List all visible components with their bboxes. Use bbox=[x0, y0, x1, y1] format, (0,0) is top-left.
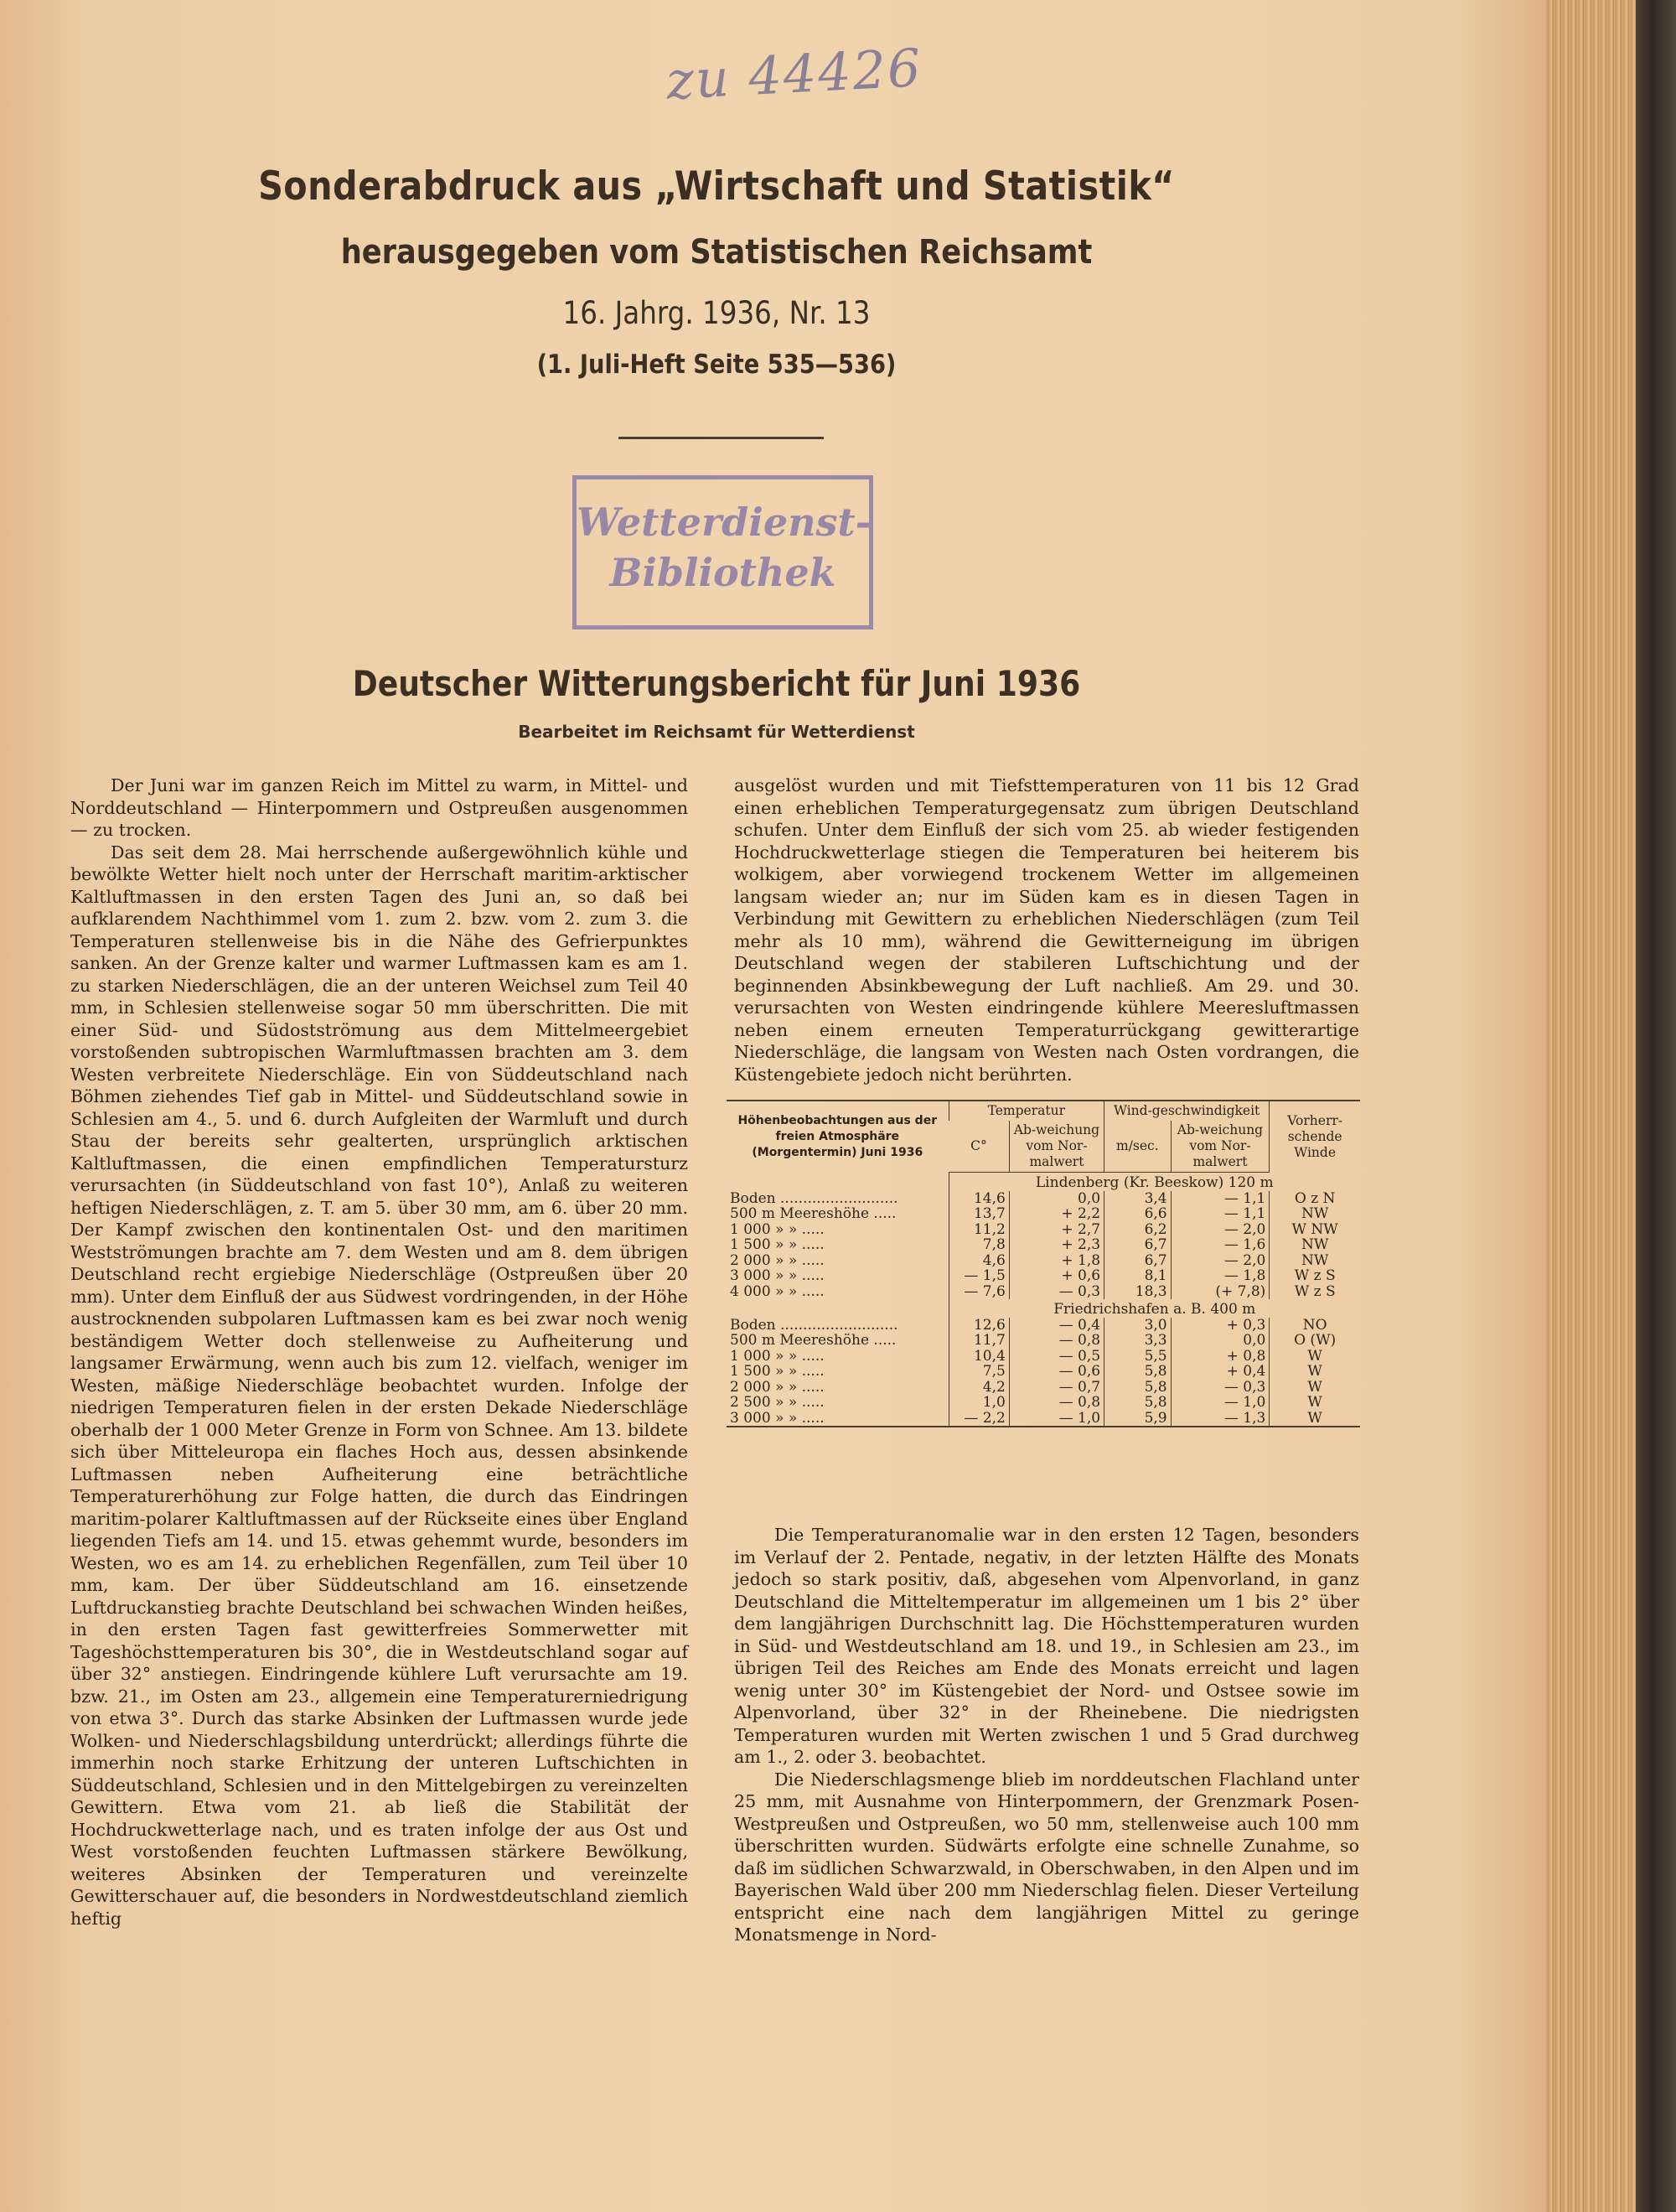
level: 1 000 » » ..... bbox=[730, 1347, 825, 1365]
table-row bbox=[727, 1411, 1360, 1427]
table-row bbox=[727, 1284, 1360, 1300]
wind-dir: W z S bbox=[1270, 1268, 1360, 1284]
temp: 13,7 bbox=[949, 1206, 1009, 1222]
table-row bbox=[727, 1268, 1360, 1284]
reprint-header bbox=[0, 163, 1433, 380]
paragraph: Der Juni war im ganzen Reich im Mittel zu warm, in Mittel- und Norddeutschland — Hinterpommern und Ostpreußen ausgenommen — zu trocken. bbox=[70, 775, 688, 840]
header-wind-speed: Wind-geschwindigkeit bbox=[1104, 1101, 1270, 1121]
temp: 7,8 bbox=[949, 1237, 1009, 1253]
right-column-top bbox=[734, 774, 1359, 1085]
wind-speed: 5,8 bbox=[1104, 1380, 1172, 1396]
temp: 4,2 bbox=[949, 1380, 1009, 1396]
wind-dev: + 0,4 bbox=[1171, 1364, 1270, 1380]
temp-dev: — 1,0 bbox=[1009, 1411, 1104, 1427]
wind-speed: 6,6 bbox=[1104, 1206, 1172, 1222]
wind-dev: — 1,0 bbox=[1171, 1395, 1270, 1411]
header-celsius: C° bbox=[949, 1121, 1009, 1173]
temp: 1,0 bbox=[949, 1395, 1009, 1411]
wind-speed: 3,4 bbox=[1104, 1191, 1172, 1207]
level: 2 500 » » ..... bbox=[730, 1394, 825, 1411]
header-divider bbox=[618, 437, 824, 439]
temp: 14,6 bbox=[949, 1191, 1009, 1207]
wind-dir: NO bbox=[1270, 1318, 1360, 1334]
wind-dev: — 1,1 bbox=[1171, 1191, 1270, 1207]
wind-dir: W bbox=[1270, 1349, 1360, 1365]
wind-speed: 5,8 bbox=[1104, 1395, 1172, 1411]
station-lindenberg bbox=[727, 1173, 1360, 1300]
header-temp-deviation: Ab-weichung vom Nor-malwert bbox=[1009, 1121, 1104, 1173]
wind-dir: W bbox=[1270, 1364, 1360, 1380]
table-row bbox=[727, 1349, 1360, 1365]
wind-dev: — 0,3 bbox=[1171, 1380, 1270, 1396]
left-column bbox=[70, 774, 688, 1930]
station-name: Lindenberg (Kr. Beeskow) 120 m bbox=[949, 1173, 1360, 1191]
temp-dev: + 2,7 bbox=[1009, 1222, 1104, 1238]
level: 3 000 » » ..... bbox=[727, 1411, 949, 1427]
temp-dev: — 0,4 bbox=[1009, 1318, 1104, 1334]
temp: 4,6 bbox=[949, 1253, 1009, 1269]
wind-speed: 5,5 bbox=[1104, 1349, 1172, 1365]
wind-dir: W bbox=[1270, 1411, 1360, 1427]
table-row bbox=[727, 1191, 1360, 1207]
paragraph: Das seit dem 28. Mai herrschende außergewöhnlich kühle und bewölkte Wetter hielt noch unter der Herrschaft maritim-arktischer Kaltluftmassen in den ersten Tagen des Juni an, so daß bei aufklarendem Nachthimmel vom 1. zum 2. bzw. vom 2. zum 3. die Temperaturen stellenweise bis in die Nähe des Gefrierpunktes sanken. An der Grenze kalter und warmer Luftmassen kam es am 1. zu starken Niederschlägen, die an der unteren Weichsel zum Teil 40 mm, in Schlesien stellenweise sogar 50 mm überschritten. Die mit einer Süd- und Südostströmung aus dem Mittelmeergebiet vorstoßenden subtropischen Warmluftmassen brachten am 3. dem Westen verbreitete Niederschläge. Ein von Süddeutschland nach Böhmen ziehendes Tief gab in Mittel- und Süddeutschland sowie in Schlesien am 4., 5. und 6. durch Aufgleiten der Warmluft und durch Stau der bereits sehr gealterten, ursprünglich arktischen Kaltluftmassen, die einen empfindlichen Temperatursturz verursachten (in Süddeutschland von fast 10°), Anlaß zu weiteren heftigen Niederschlägen, z. T. am 5. über 30 mm, am 6. über 20 mm. Der Kampf zwischen den kontinentalen Ost- und den maritimen Westströmungen brachte am 7. dem Westen und am 8. dem übrigen Deutschland recht ergiebige Niederschläge (Ostpreußen über 20 mm). Unter dem Einfluß der aus Südwest vordringenden, in der Höhe austrocknenden subpolaren Luftmassen kam es bei zwar noch wenig beständigem Wetter doch stellenweise zu Aufheiterung und langsamer Erwärmung, wenn auch bis zum 12. vielfach, weniger im Westen, mäßige Niederschläge beobachtet wurden. Infolge der niedrigen Temperaturen fielen in der ersten Dekade Niederschläge oberhalb der 1 000 Meter Grenze in Form von Schnee. Am 13. bildete sich über Mitteleuropa ein flaches Hoch aus, dessen absinkende Luftmassen neben Aufheiterung eine beträchtliche Temperaturerhöhung zur Folge hatten, die durch das Eindringen maritim-polarer Kaltluftmassen auf der Rückseite eines über England liegenden Tiefs am 14. und 15. etwas gehemmt wurde, besonders im Westen, wo es am 14. zu erheblichen Regenfällen, zum Teil über 10 mm, kam. Der über Süddeutschland am 16. einsetzende Luftdruckanstieg brachte Deutschland bei schwachen Winden heißes, in den ersten Tagen fast gewitterfreies Sommerwetter mit Tageshöchsttemperaturen bis 30°, die in Westdeutschland sogar auf über 32° anstiegen. Eindringende kühlere Luft verursachte am 19. bzw. 21., im Osten am 23., allgemein eine Temperaturerniedrigung von etwa 3°. Durch das starke Absinken der Luftmassen wurde jede Wolken- und Niederschlagsbildung unterdrückt; allerdings führte die immerhin noch starke Erhitzung der unteren Luftschichten in Süddeutschland, Schlesien und in den Mittelgebirgen zu vereinzelten Gewittern. Etwa vom 21. ab ließ die Stabilität der Hochdruckwetterlage nach, und es traten infolge der aus Ost und West vorstoßenden feuchten Luftmassen stärkere Bewölkung, weiteres Absinken der Temperaturen und vereinzelte Gewitterschauer auf, die besonders in Nordwestdeutschland ziemlich heftig bbox=[70, 842, 688, 1929]
wind-dev: — 1,6 bbox=[1171, 1237, 1270, 1253]
wind-speed: 5,9 bbox=[1104, 1411, 1172, 1427]
temp-dev: + 0,6 bbox=[1009, 1268, 1104, 1284]
wind-dir: O (W) bbox=[1270, 1333, 1360, 1349]
handwritten-note: zu 44426 bbox=[665, 37, 924, 111]
wind-speed: 5,8 bbox=[1104, 1364, 1172, 1380]
table-row bbox=[727, 1222, 1360, 1238]
temp-dev: — 0,6 bbox=[1009, 1364, 1104, 1380]
wind-dev: — 2,0 bbox=[1171, 1253, 1270, 1269]
temp: 10,4 bbox=[949, 1349, 1009, 1365]
wind-dev: — 1,8 bbox=[1171, 1268, 1270, 1284]
wind-speed: 8,1 bbox=[1104, 1268, 1172, 1284]
article-title: Deutscher Witterungsbericht für Juni 1936 bbox=[352, 663, 1081, 704]
level: 2 000 » » ..... bbox=[730, 1378, 825, 1396]
wind-dev: — 1,1 bbox=[1171, 1206, 1270, 1222]
wind-speed: 3,3 bbox=[1104, 1333, 1172, 1349]
wind-dir: O z N bbox=[1270, 1191, 1360, 1207]
table-row bbox=[727, 1333, 1360, 1349]
paragraph-continued: ausgelöst wurden und mit Tiefsttemperaturen von 11 bis 12 Grad einen erheblichen Temperaturgegensatz zum übrigen Deutschland schufen. Unter dem Einfluß der sich vom 25. ab wieder festigenden Hochdruckwetterlage stiegen die Temperaturen bei heiterem bis wolkigem, aber vorwiegend trockenem Wetter im allgemeinen langsam wieder an; nur im Süden kam es in diesen Tagen in Verbindung mit Gewittern zu erheblichen Niederschlägen (zum Teil mehr als 10 mm), während die Gewitterneigung im übrigen Deutschland wegen der stabileren Luftschichtung und der beginnenden Absinkbewegung der Luft nachließ. Am 29. und 30. verursachten von Westen eindringende kühlere Meeresluftmassen neben einem erneuten Temperaturrückgang gewitterartige Niederschläge, die langsam von Westen nach Osten vordrangen, die Küstengebiete jedoch nicht berührten. bbox=[734, 775, 1359, 1085]
level: 500 m Meereshöhe ..... bbox=[730, 1205, 897, 1222]
temp-dev: — 0,8 bbox=[1009, 1395, 1104, 1411]
header-temperature: Temperatur bbox=[949, 1101, 1104, 1121]
stamp-line-2: Bibliothek bbox=[609, 550, 836, 595]
temp: — 2,2 bbox=[949, 1411, 1009, 1427]
table-row bbox=[727, 1364, 1360, 1380]
paragraph: Die Niederschlagsmenge blieb im norddeutschen Flachland unter 25 mm, mit Ausnahme von Hinterpommern, der Grenzmark Posen-Westpreußen und Ostpreußen, wo 50 mm, stellenweise auch 100 mm überschritten wurden. Südwärts erfolgte eine schnelle Zunahme, so daß im südlichen Schwarzwald, in Oberschwaben, in den Alpen und im Bayerischen Wald über 200 mm Niederschlag fielen. Dieser Verteilung entspricht eine nach dem langjährigen Mittel zu geringe Monatsmenge in Nord- bbox=[734, 1769, 1359, 1945]
temp: 12,6 bbox=[949, 1318, 1009, 1334]
header-prevailing-winds: Vorherr-schende Winde bbox=[1270, 1101, 1360, 1173]
temp-dev: + 2,3 bbox=[1009, 1237, 1104, 1253]
stamp-line-1: Wetterdienst- bbox=[577, 500, 872, 545]
wind-dev: 0,0 bbox=[1171, 1333, 1270, 1349]
library-stamp bbox=[572, 475, 873, 629]
table-row bbox=[727, 1318, 1360, 1334]
wind-dir: W NW bbox=[1270, 1222, 1360, 1238]
table-row bbox=[727, 1380, 1360, 1396]
wind-speed: 3,0 bbox=[1104, 1318, 1172, 1334]
station-friedrichshafen bbox=[727, 1299, 1360, 1427]
table-row bbox=[727, 1237, 1360, 1253]
wind-dev: + 0,3 bbox=[1171, 1318, 1270, 1334]
table-row bbox=[727, 1395, 1360, 1411]
temp-dev: — 0,3 bbox=[1009, 1284, 1104, 1300]
station-name: Friedrichshafen a. B. 400 m bbox=[949, 1299, 1360, 1318]
wind-dir: W bbox=[1270, 1380, 1360, 1396]
wind-dev: (+ 7,8) bbox=[1171, 1284, 1270, 1300]
article-subtitle: Bearbeitet im Reichsamt für Wetterdienst bbox=[518, 722, 915, 742]
temp-dev: — 0,7 bbox=[1009, 1380, 1104, 1396]
level: Boden .......................... bbox=[730, 1189, 898, 1207]
temp: 11,7 bbox=[949, 1333, 1009, 1349]
wind-dev: + 0,8 bbox=[1171, 1349, 1270, 1365]
level: 500 m Meereshöhe ..... bbox=[730, 1332, 897, 1349]
wind-dir: NW bbox=[1270, 1237, 1360, 1253]
temp: 11,2 bbox=[949, 1222, 1009, 1238]
wind-speed: 18,3 bbox=[1104, 1284, 1172, 1300]
temp-dev: 0,0 bbox=[1009, 1191, 1104, 1207]
header-ms: m/sec. bbox=[1104, 1121, 1172, 1173]
wind-dev: — 1,3 bbox=[1171, 1411, 1270, 1427]
header-line-1: Sonderabdruck aus „Wirtschaft und Statistik“ bbox=[258, 163, 1175, 210]
wind-dir: NW bbox=[1270, 1253, 1360, 1269]
temp: 7,5 bbox=[949, 1364, 1009, 1380]
header-line-3: 16. Jahrg. 1936, Nr. 13 bbox=[562, 295, 871, 331]
temp: — 7,6 bbox=[949, 1284, 1009, 1300]
wind-speed: 6,2 bbox=[1104, 1222, 1172, 1238]
header-observations: Höhenbeobachtungen aus der freien Atmosphäre (Morgentermin) Juni 1936 bbox=[727, 1101, 949, 1173]
wind-dir: W bbox=[1270, 1395, 1360, 1411]
table-row bbox=[727, 1206, 1360, 1222]
upper-air-table bbox=[727, 1100, 1360, 1521]
temp-dev: — 0,8 bbox=[1009, 1333, 1104, 1349]
level: 4 000 » » ..... bbox=[730, 1282, 825, 1300]
table-row bbox=[727, 1253, 1360, 1269]
temp-dev: + 2,2 bbox=[1009, 1206, 1104, 1222]
right-column-bottom bbox=[734, 1524, 1359, 1946]
header-line-4: (1. Juli-Heft Seite 535—536) bbox=[536, 350, 897, 380]
wind-dir: NW bbox=[1270, 1206, 1360, 1222]
wind-speed: 6,7 bbox=[1104, 1237, 1172, 1253]
wind-speed: 6,7 bbox=[1104, 1253, 1172, 1269]
wind-dir: W z S bbox=[1270, 1284, 1360, 1300]
wind-dev: — 2,0 bbox=[1171, 1222, 1270, 1238]
level: Boden .......................... bbox=[730, 1316, 898, 1334]
level: 1 500 » » ..... bbox=[730, 1236, 825, 1253]
level: 1 500 » » ..... bbox=[730, 1363, 825, 1380]
level: 2 000 » » ..... bbox=[730, 1251, 825, 1269]
paragraph: Die Temperaturanomalie war in den ersten 12 Tagen, besonders im Verlauf der 2. Pentade, negativ, in der letzten Hälfte des Monats jedoch so stark positiv, daß, abgesehen vom Alpenvorland, in ganz Deutschland die Mitteltemperatur im allgemeinen um 1 bis 2° über dem langjährigen Durchschnitt lag. Die Höchsttemperaturen wurden in Süd- und Westdeutschland am 18. und 19., in Schlesien am 23., im übrigen Teil des Reiches am Ende des Monats erreicht und lagen wenig unter 30° im Küstengebiet der Nord- und Ostsee sowie im Alpenvorland, über 32° in der Rheinebene. Die niedrigsten Temperaturen wurden mit Werten zwischen 1 und 5 Grad durchweg am 1., 2. oder 3. beobachtet. bbox=[734, 1525, 1359, 1767]
book-binding bbox=[1636, 0, 1676, 2212]
level: 3 000 » » ..... bbox=[730, 1267, 825, 1284]
level: 1 000 » » ..... bbox=[730, 1220, 825, 1238]
header-line-2: herausgegeben vom Statistischen Reichsamt bbox=[340, 233, 1093, 272]
temp-dev: — 0,5 bbox=[1009, 1349, 1104, 1365]
temp-dev: + 1,8 bbox=[1009, 1253, 1104, 1269]
header-wind-deviation: Ab-weichung vom Nor-malwert bbox=[1171, 1121, 1270, 1173]
temp: — 1,5 bbox=[949, 1268, 1009, 1284]
